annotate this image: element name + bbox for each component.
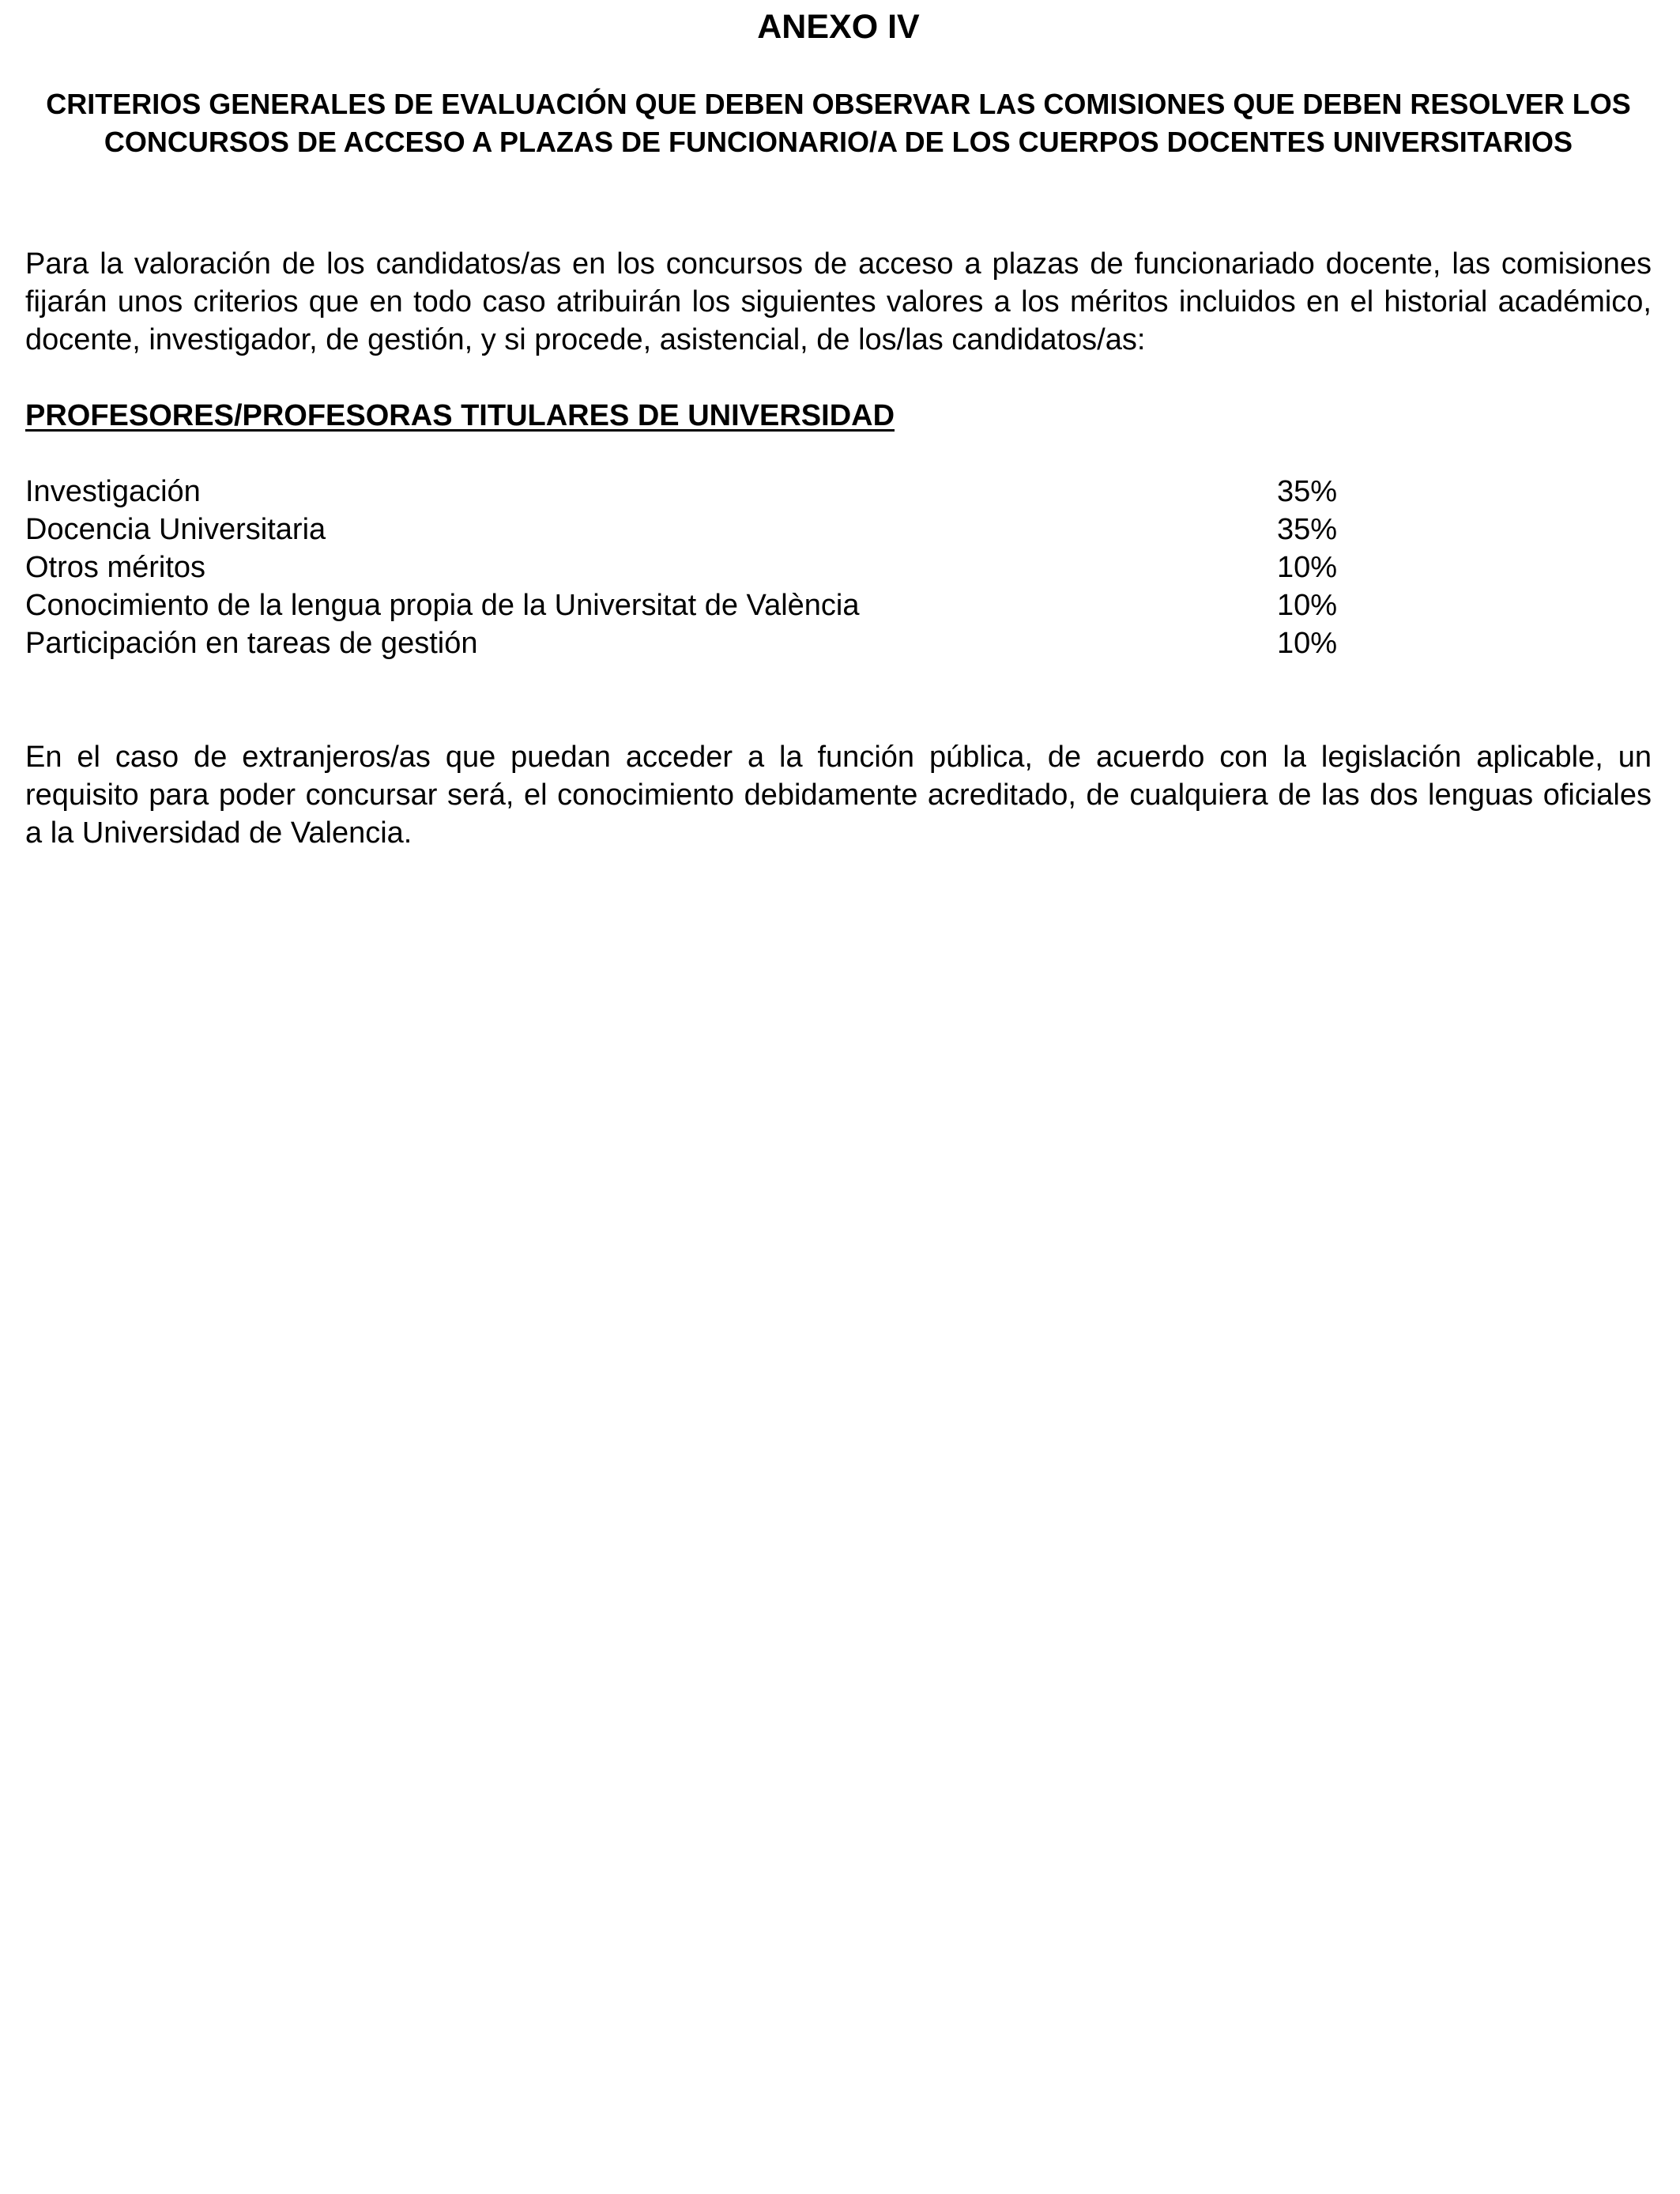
document-title: CRITERIOS GENERALES DE EVALUACIÓN QUE DEBEN OBSERVAR LAS COMISIONES QUE DEBEN RESOLVER LOS CONCURSOS DE ACCESO A PLAZAS DE FUNCIONARIO/A DE LOS CUERPOS DOCENTES UNIVERSITARIOS bbox=[46, 88, 1631, 158]
criteria-row bbox=[25, 548, 1337, 586]
criteria-label: Otros méritos bbox=[25, 551, 206, 584]
criteria-percentage: 35% bbox=[1276, 513, 1337, 546]
criteria-label: Investigación bbox=[25, 475, 201, 508]
criteria-row bbox=[25, 586, 1337, 624]
criteria-row bbox=[25, 511, 1337, 548]
criteria-row bbox=[25, 473, 1337, 511]
criteria-percentage: 10% bbox=[1276, 589, 1337, 622]
criteria-label: Participación en tareas de gestión bbox=[25, 627, 478, 660]
criteria-label: Conocimiento de la lengua propia de la Universitat de València bbox=[25, 589, 860, 622]
section-heading: PROFESORES/PROFESORAS TITULARES DE UNIVERSIDAD bbox=[25, 399, 895, 432]
criteria-row bbox=[25, 624, 1337, 662]
intro-paragraph: Para la valoración de los candidatos/as en los concursos de acceso a plazas de funcionariado docente, las comisiones fijarán unos criterios que en todo caso atribuirán los siguientes valores a los méritos incluidos en el historial académico, docente, investigador, de gestión, y si procede, asistencial, de los/las candidatos/as: bbox=[25, 247, 1652, 356]
criteria-label: Docencia Universitaria bbox=[25, 513, 326, 546]
closing-paragraph: En el caso de extranjeros/as que puedan acceder a la función pública, de acuerdo con la legislación aplicable, un requisito para poder concursar será, el conocimiento debidamente acreditado, de cualquiera de las dos lenguas oficiales a la Universidad de Valencia. bbox=[25, 741, 1652, 850]
criteria-list bbox=[25, 473, 1337, 662]
criteria-percentage: 35% bbox=[1276, 475, 1337, 508]
criteria-percentage: 10% bbox=[1276, 627, 1337, 660]
annex-title: ANEXO IV bbox=[757, 8, 920, 46]
criteria-percentage: 10% bbox=[1276, 551, 1337, 584]
